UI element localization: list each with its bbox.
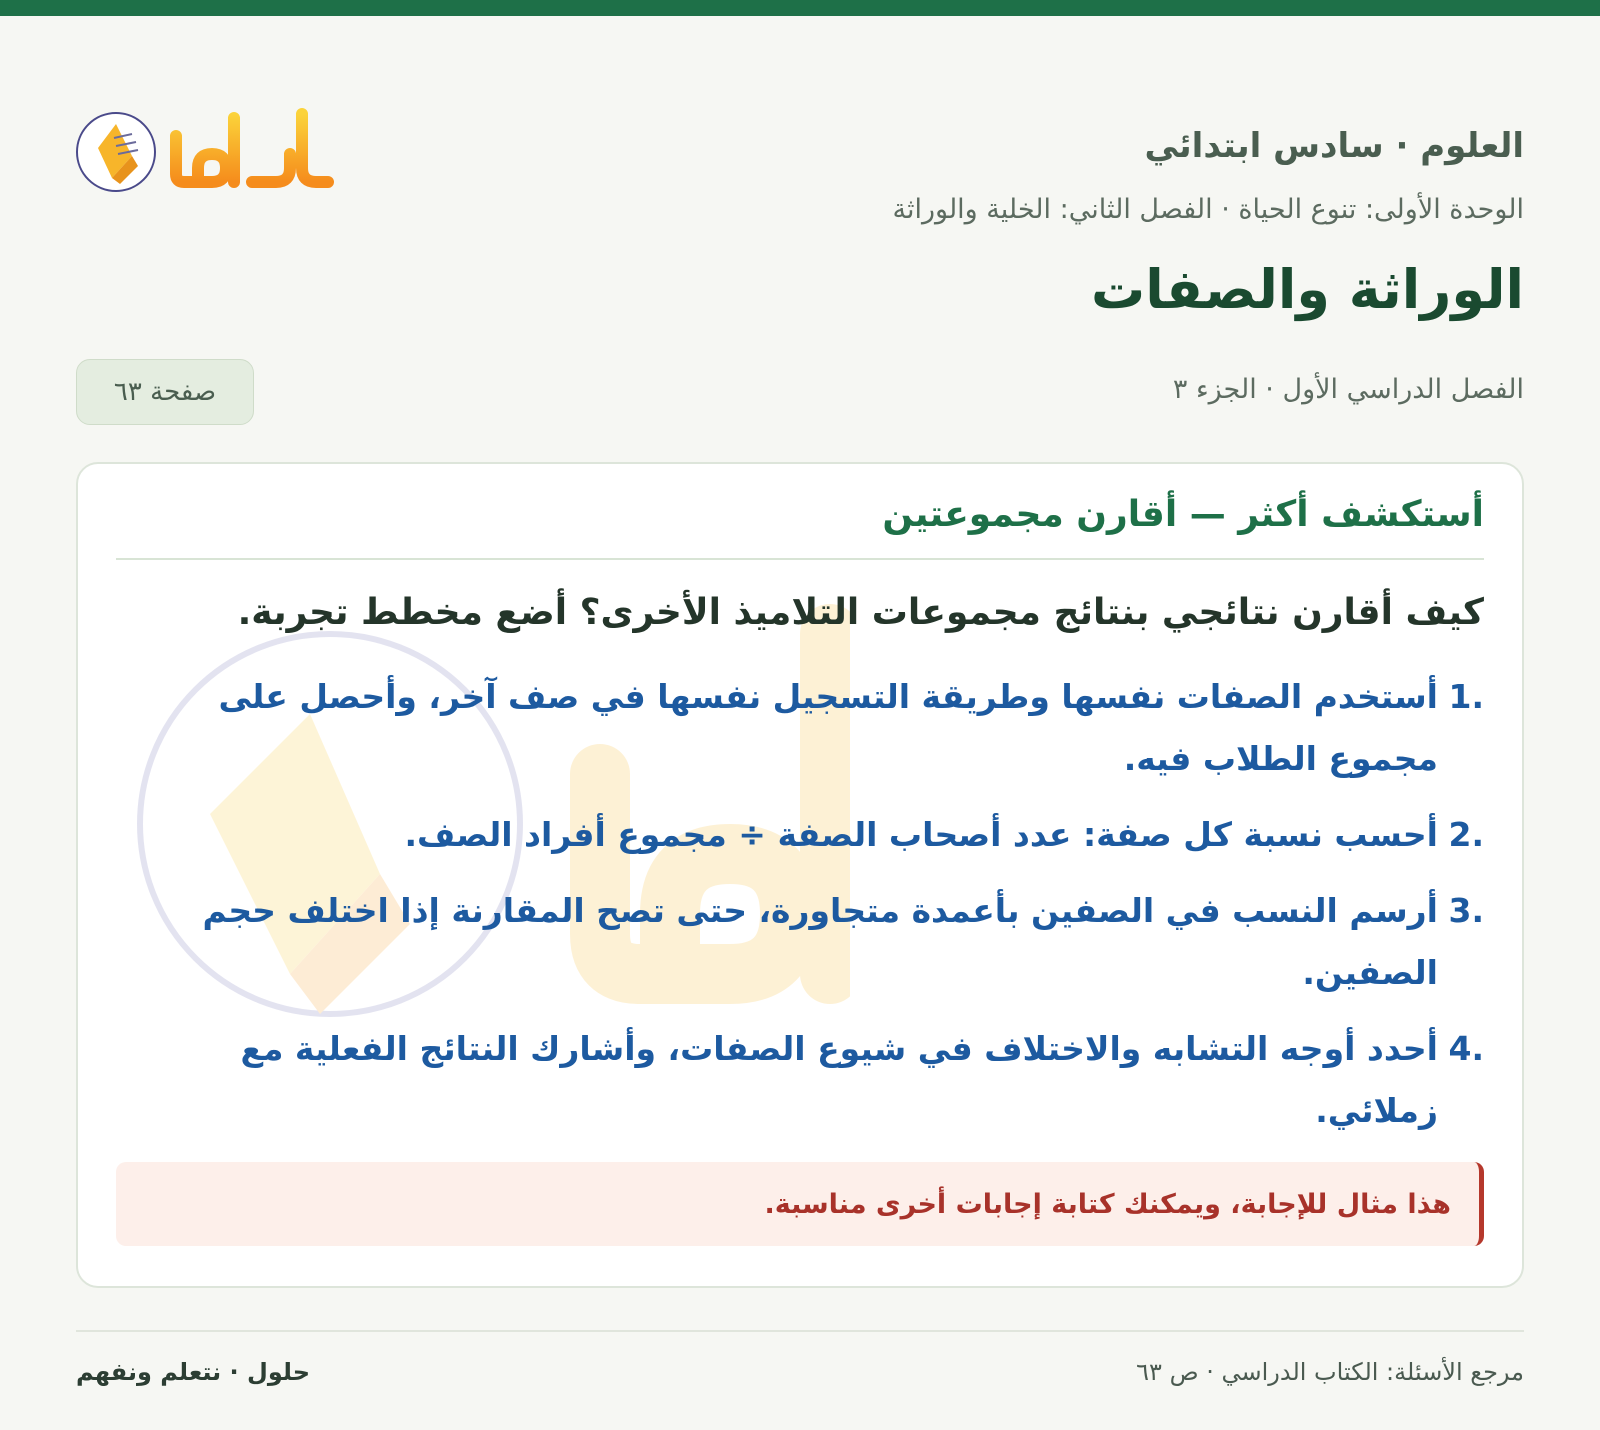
- step-number: .2: [1448, 815, 1484, 854]
- hulul-logo[interactable]: [76, 96, 336, 196]
- top-accent-bar: [0, 0, 1600, 16]
- header: [76, 56, 1524, 176]
- page-title: الوراثة والصفات: [1090, 258, 1524, 321]
- step-text: أستخدم الصفات نفسها وطريقة التسجيل نفسها في صف آخر، وأحصل على مجموع الطلاب فيه.: [218, 677, 1438, 778]
- page: [76, 16, 1524, 1430]
- card-content: [116, 464, 1484, 1286]
- step-item: [116, 880, 1484, 1004]
- step-number: .1: [1448, 677, 1484, 716]
- step-text: أحسب نسبة كل صفة: عدد أصحاب الصفة ÷ مجموع أفراد الصف.: [404, 815, 1438, 854]
- subject-title: العلوم · سادس ابتدائي: [1144, 126, 1524, 166]
- question-text: كيف أقارن نتائجي بنتائج مجموعات التلاميذ الأخرى؟ أضع مخطط تجربة.: [237, 592, 1484, 633]
- step-text: أحدد أوجه التشابه والاختلاف في شيوع الصفات، وأشارك النتائج الفعلية مع زملائي.: [240, 1029, 1438, 1130]
- footer-reference: مرجع الأسئلة: الكتاب الدراسي · ص ٦٣: [1136, 1358, 1524, 1386]
- breadcrumb: الوحدة الأولى: تنوع الحياة · الفصل الثاني: الخلية والوراثة: [892, 194, 1524, 225]
- steps-list: [116, 666, 1484, 1156]
- semester-label: الفصل الدراسي الأول · الجزء ٣: [1172, 374, 1524, 405]
- page-number-badge: صفحة ٦٣: [76, 359, 254, 425]
- step-item: [116, 666, 1484, 790]
- answer-note: هذا مثال للإجابة، ويمكنك كتابة إجابات أخرى مناسبة.: [116, 1162, 1484, 1246]
- step-item: [116, 1018, 1484, 1142]
- section-title: أستكشف أكثر — أقارن مجموعتين: [116, 494, 1484, 560]
- footer-divider: [76, 1330, 1524, 1332]
- step-number: .3: [1448, 891, 1484, 930]
- exercise-card: [76, 462, 1524, 1288]
- step-item: [116, 804, 1484, 866]
- footer-brand: حلول · نتعلم ونفهم: [76, 1358, 310, 1386]
- step-text: أرسم النسب في الصفين بأعمدة متجاورة، حتى تصح المقارنة إذا اختلف حجم الصفين.: [202, 891, 1438, 992]
- step-number: .4: [1448, 1029, 1484, 1068]
